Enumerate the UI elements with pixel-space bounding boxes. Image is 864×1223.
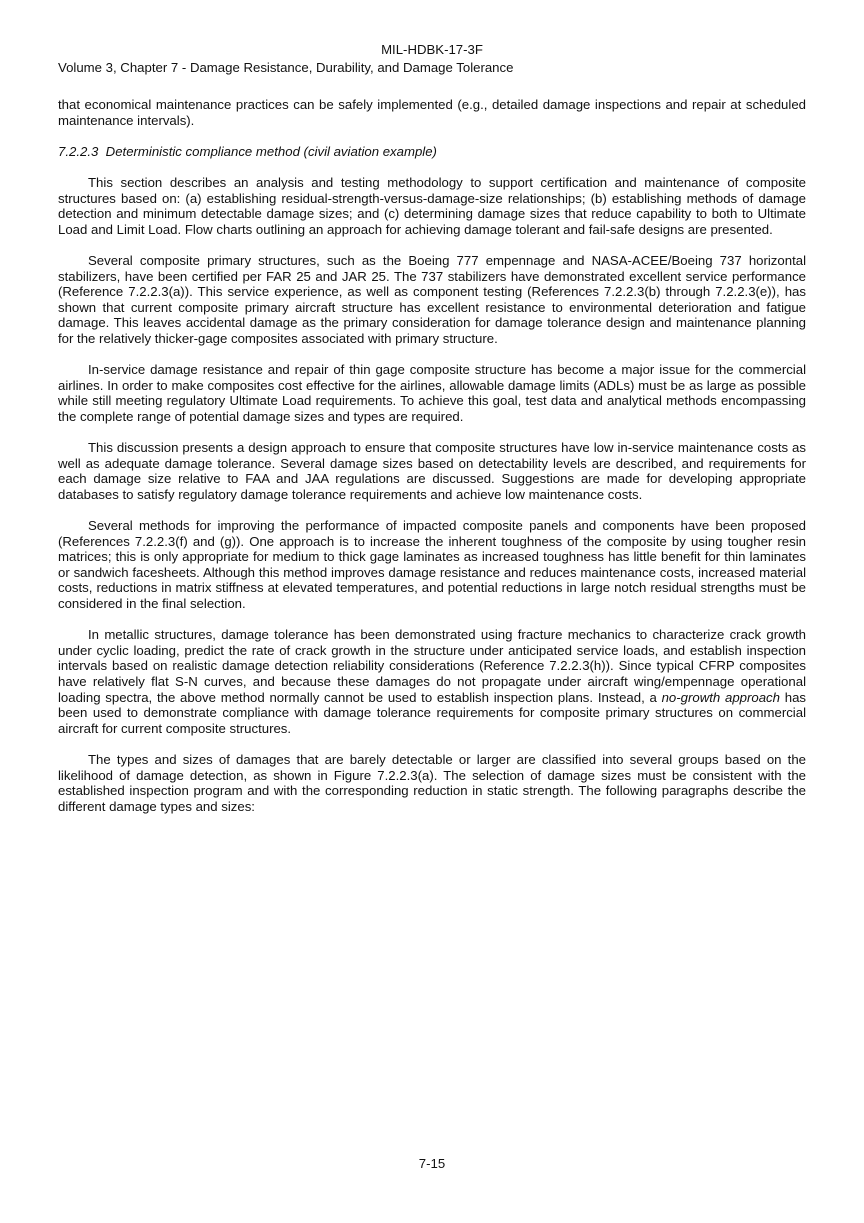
- section-title: Deterministic compliance method (civil aviation example): [105, 143, 437, 159]
- paragraph: This discussion presents a design approach to ensure that composite structures have low in-service maintenance costs as well as adequate damage tolerance. Several damage sizes based on detectability levels are described, and requirements for each damage size relative to FAA and JAA regulations are discussed. Suggestions are made for developing appropriate databases to satisfy regulatory damage tolerance requirements and achieve low maintenance costs.: [58, 440, 806, 502]
- paragraph-continued: that economical maintenance practices can be safely implemented (e.g., detailed damage inspections and repair at scheduled maintenance intervals).: [58, 97, 806, 128]
- section-number: 7.2.2.3: [58, 143, 99, 159]
- page-number: 7-15: [418, 1156, 446, 1171]
- document-id-header: MIL-HDBK-17-3F: [381, 42, 483, 57]
- paragraph: In-service damage resistance and repair of thin gage composite structure has become a major issue for the commercial airlines. In order to make composites cost effective for the airlines, allowable damage limits (ADLs) must be as large as possible while still meeting regulatory Ultimate Load requirements. To achieve this goal, test data and analytical methods encompassing the complete range of potential damage sizes and types are required.: [58, 362, 806, 424]
- paragraph: Several composite primary structures, such as the Boeing 777 empennage and NASA-ACEE/Boeing 737 horizontal stabilizers, have been certified per FAR 25 and JAR 25. The 737 stabilizers have demonstrated excellent service performance (Reference 7.2.2.3(a)). This service experience, as well as component testing (References 7.2.2.3(b) through 7.2.2.3(e)), has shown that current composite primary aircraft structure has excellent resistance to environmental deterioration and fatigue damage. This leaves accidental damage as the primary consideration for damage tolerance design and maintenance planning for the relatively thicker-gage composites associated with primary structure.: [58, 252, 806, 346]
- volume-chapter-header: Volume 3, Chapter 7 - Damage Resistance, Durability, and Damage Tolerance: [58, 60, 514, 75]
- paragraph: Several methods for improving the performance of impacted composite panels and components have been proposed (References 7.2.2.3(f) and (g)). One approach is to increase the inherent toughness of the composite by using tougher resin matrices; this is only appropriate for medium to thick gage laminates as increased toughness has little benefit for thin laminates or sandwich facesheets. Although this method improves damage resistance and reduces maintenance costs, increased material costs, reductions in matrix stiffness at elevated temperatures, and potential reductions in large notch residual strengths must be considered in the final selection.: [58, 518, 806, 611]
- paragraph-text: has been used to demonstrate compliance with damage tolerance requirements for composite primary structures on commercial aircraft for current composite structures.: [58, 689, 807, 736]
- paragraph: [58, 627, 806, 736]
- emphasized-term: no-growth approach: [661, 689, 780, 705]
- paragraph: This section describes an analysis and testing methodology to support certification and maintenance of composite structures based on: (a) establishing residual-strength-versus-damage-size relationships; (b) establishing methods of damage detection and minimum detectable damage sizes; and (c) determining damage sizes that reduce capability to both to Ultimate Load and Limit Load. Flow charts outlining an approach for achieving damage tolerant and fail-safe designs are presented.: [58, 174, 806, 237]
- paragraph: The types and sizes of damages that are barely detectable or larger are classified into several groups based on the likelihood of damage detection, as shown in Figure 7.2.2.3(a). The selection of damage sizes must be consistent with the established inspection program and with the corresponding reduction in static strength. The following paragraphs describe the different damage types and sizes:: [58, 751, 806, 814]
- page-body: [58, 97, 806, 814]
- paragraph-text: In metallic structures, damage tolerance has been demonstrated using fracture mechanics to characterize crack growth under cyclic loading, predict the rate of crack growth in the structure under anticipated service loads, and establish inspection intervals based on realistic damage detection reliability considerations (Reference 7.2.2.3(h)). Since typical CFRP composites have relatively flat S-N curves, and because these damages do not propagate under aircraft wing/empennage operational loading spectra, the above method normally cannot be used to establish inspection plans. Instead, a: [58, 627, 806, 705]
- section-heading: [58, 144, 806, 160]
